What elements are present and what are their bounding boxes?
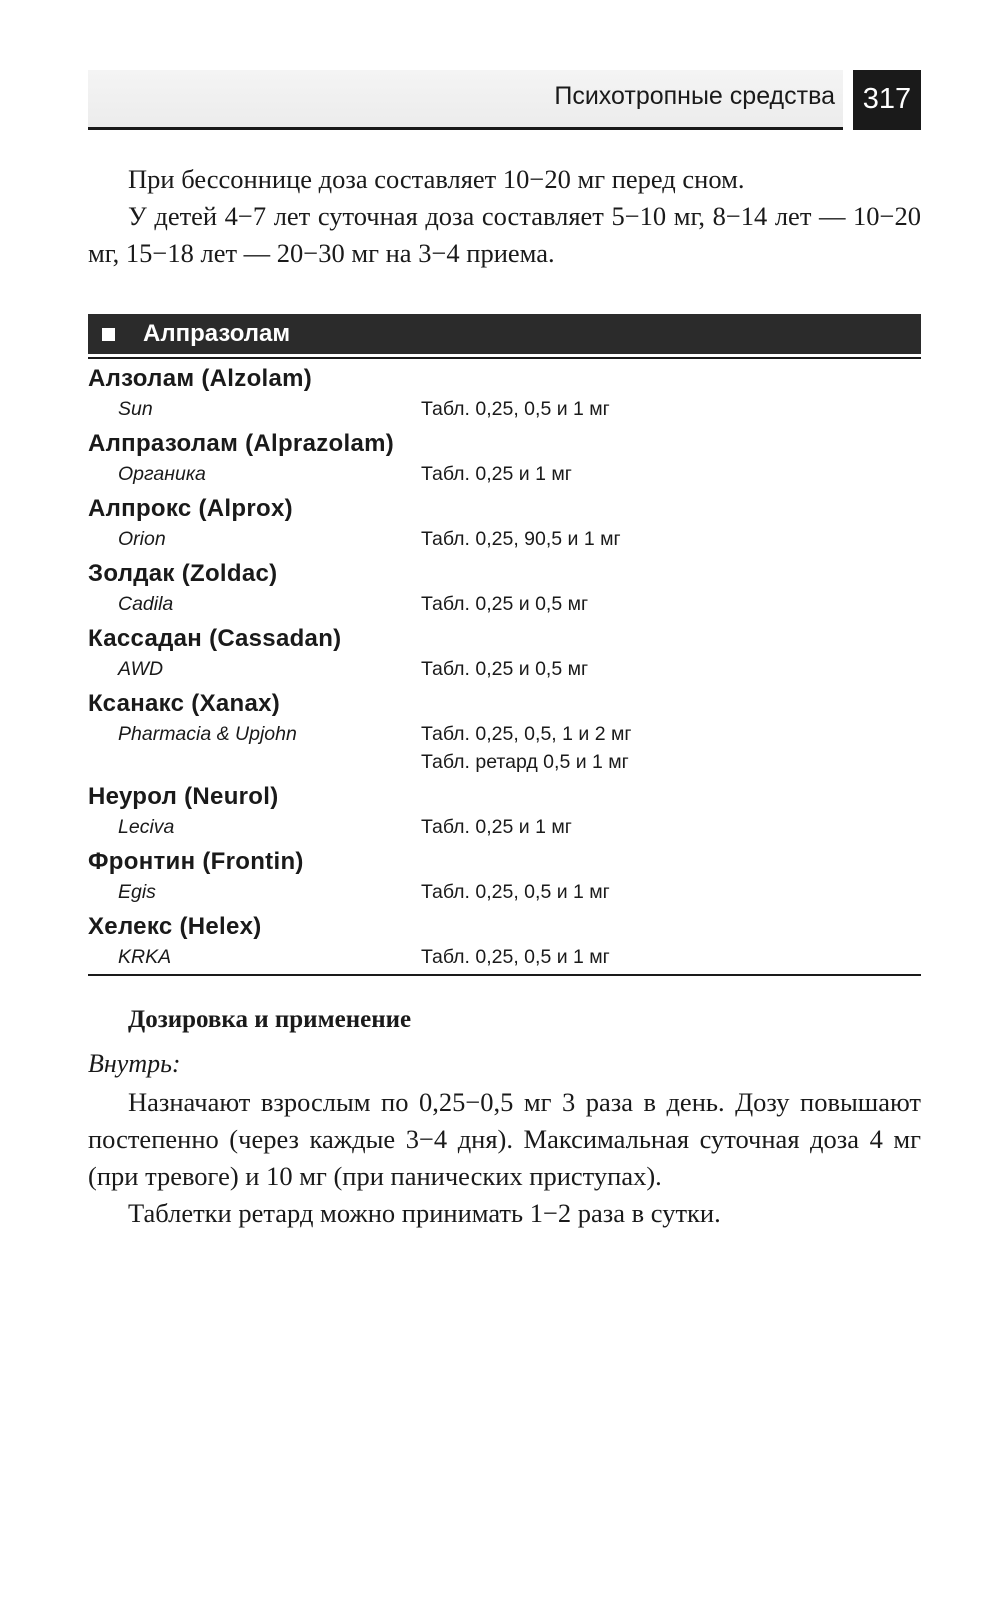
manufacturer: Sun bbox=[118, 398, 153, 420]
product-entry bbox=[88, 558, 921, 618]
running-header bbox=[88, 70, 912, 130]
intro-paragraph: При бессоннице доза составляет 10−20 мг перед сном. bbox=[128, 164, 745, 194]
dosage-form: Табл. 0,25 и 0,5 мг bbox=[421, 593, 589, 615]
dosage-form: Табл. 0,25, 0,5, 1 и 2 мг bbox=[421, 723, 632, 745]
manufacturer: Pharmacia & Upjohn bbox=[118, 723, 297, 745]
product-entry bbox=[88, 688, 921, 776]
intro-paragraph: У детей 4−7 лет суточная доза составляет 5−10 мг, 8−14 лет — 10−20 мг, 15−18 лет — 20−30 мг на 3−4 приема. bbox=[88, 201, 921, 268]
product-name: Алпрокс (Alprox) bbox=[88, 495, 293, 522]
dosage-form: Табл. 0,25 и 1 мг bbox=[421, 463, 572, 485]
product-name: Хелекс (Helex) bbox=[88, 913, 262, 940]
manufacturer: Egis bbox=[118, 881, 156, 903]
intro-text bbox=[88, 161, 921, 272]
product-entry bbox=[88, 911, 921, 971]
manufacturer: KRKA bbox=[118, 946, 172, 968]
product-name: Алпразолам (Alprazolam) bbox=[88, 430, 395, 457]
dosage-form: Табл. 0,25 и 1 мг bbox=[421, 816, 572, 838]
dosage-paragraph: Назначают взрослым по 0,25−0,5 мг 3 раза в день. Дозу повышают постепенно (через каждые 3−4 дня). Максимальная суточная доза 4 мг (при тревоге) и 10 мг (при панических приступах). bbox=[88, 1087, 921, 1191]
dosage-form: Табл. 0,25 и 0,5 мг bbox=[421, 658, 589, 680]
product-entry bbox=[88, 363, 921, 423]
manufacturer: Orion bbox=[118, 528, 166, 550]
section-title: Алпразолам bbox=[143, 320, 291, 347]
dosage-form: Табл. 0,25, 90,5 и 1 мг bbox=[421, 528, 621, 550]
manufacturer: AWD bbox=[118, 658, 164, 680]
section-heading bbox=[88, 314, 921, 354]
dosage-text bbox=[88, 1084, 921, 1232]
book-page bbox=[88, 70, 921, 1232]
product-entry bbox=[88, 428, 921, 488]
section-divider bbox=[88, 357, 921, 359]
product-entry bbox=[88, 846, 921, 906]
product-entry bbox=[88, 623, 921, 683]
product-name: Алзолам (Alzolam) bbox=[88, 365, 313, 392]
manufacturer: Органика bbox=[118, 463, 206, 485]
product-name: Золдак (Zoldac) bbox=[88, 560, 278, 587]
dosage-heading: Дозировка и применение bbox=[128, 1006, 412, 1033]
product-name: Ксанакс (Xanax) bbox=[88, 690, 281, 717]
dosage-form: Табл. 0,25, 0,5 и 1 мг bbox=[421, 881, 610, 903]
running-title: Психотропные средства bbox=[554, 82, 835, 110]
administration-route: Внутрь: bbox=[88, 1049, 181, 1078]
dosage-paragraph: Таблетки ретард можно принимать 1−2 раза в сутки. bbox=[128, 1198, 721, 1228]
manufacturer: Cadila bbox=[118, 593, 174, 615]
product-name: Фронтин (Frontin) bbox=[88, 848, 304, 875]
manufacturer: Leciva bbox=[118, 816, 175, 838]
product-list bbox=[88, 363, 921, 976]
dosage-form: Табл. 0,25, 0,5 и 1 мг bbox=[421, 946, 610, 968]
product-name: Кассадан (Cassadan) bbox=[88, 625, 342, 652]
square-bullet-icon bbox=[102, 328, 115, 341]
page-number: 317 bbox=[853, 70, 921, 130]
product-name: Неурол (Neurol) bbox=[88, 783, 279, 810]
dosage-form: Табл. 0,25, 0,5 и 1 мг bbox=[421, 398, 610, 420]
product-entry bbox=[88, 781, 921, 841]
product-entry bbox=[88, 493, 921, 553]
dosage-form: Табл. ретард 0,5 и 1 мг bbox=[421, 751, 629, 773]
